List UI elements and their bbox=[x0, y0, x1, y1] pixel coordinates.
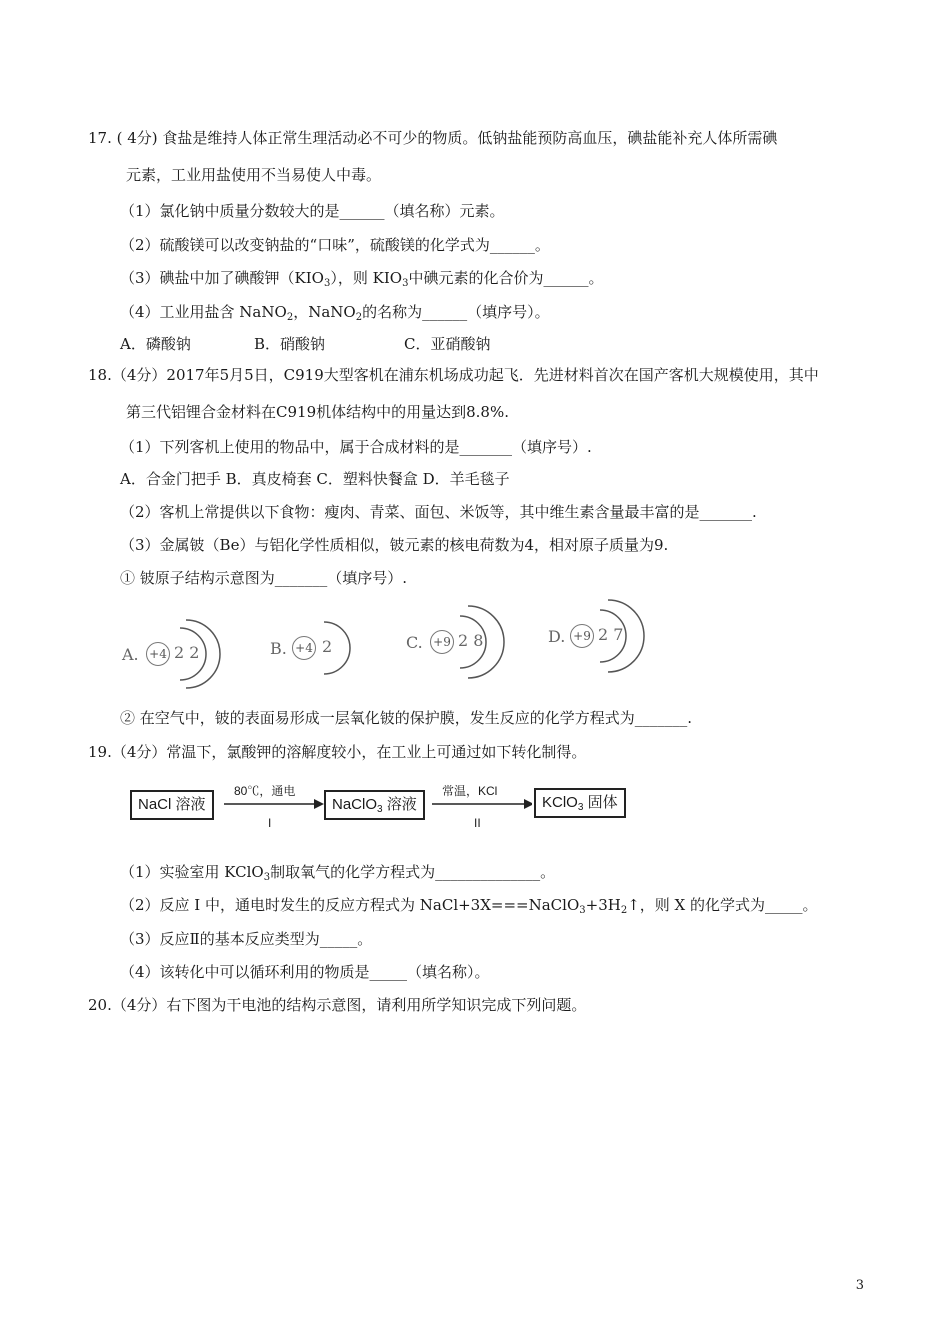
atom-diagram-c bbox=[404, 598, 564, 688]
q18-stem-line1: 18.（4分）2017年5月5日，C919大型客机在浦东机场成功起飞．先进材料首次在国产客机大规模使用，其中 bbox=[88, 366, 819, 384]
q19-sub4: （4）该转化中可以循环利用的物质是_____（填名称）。 bbox=[120, 963, 490, 981]
atom-label: C. bbox=[406, 633, 423, 652]
nucleus: +9 bbox=[570, 624, 594, 648]
page-number: 3 bbox=[855, 1278, 864, 1293]
q17-sub1: （1）氯化钠中质量分数较大的是______（填名称）元素。 bbox=[120, 202, 505, 220]
q18-sub3-part2: ② 在空气中，铍的表面易形成一层氧化铍的保护膜，发生反应的化学方程式为_______. bbox=[120, 709, 693, 727]
q17-sub2: （2）硫酸镁可以改变钠盐的“口味”，硫酸镁的化学式为______。 bbox=[120, 236, 550, 254]
atom-label: D. bbox=[548, 627, 566, 646]
flow-box-nacl-solution: NaCl 溶液 bbox=[130, 790, 214, 820]
nucleus: +4 bbox=[146, 642, 170, 666]
q19-stem: 19.（4分）常温下，氯酸钾的溶解度较小，在工业上可通过如下转化制得。 bbox=[88, 743, 587, 761]
q17-option-b: B．硝酸钠 bbox=[254, 335, 326, 353]
electron-shell-arcs bbox=[120, 600, 280, 690]
atom-label: A. bbox=[122, 645, 139, 664]
nucleus: +4 bbox=[292, 636, 316, 660]
electron-shell-arcs bbox=[404, 598, 564, 688]
q18-sub1-options: A．合金门把手 B．真皮椅套 C．塑料快餐盒 D．羊毛毯子 bbox=[120, 470, 510, 488]
shell-electrons: 2 7 bbox=[598, 625, 624, 644]
q18-sub1: （1）下列客机上使用的物品中，属于合成材料的是_______（填序号）. bbox=[120, 438, 592, 456]
flow-step1-label: I bbox=[268, 816, 272, 830]
flow-step2-label: II bbox=[474, 816, 481, 830]
q19-sub3: （3）反应Ⅱ的基本反应类型为_____。 bbox=[120, 930, 373, 948]
q17-option-a: A．磷酸钠 bbox=[120, 335, 191, 353]
arrow-right-icon bbox=[224, 794, 324, 814]
shell-electrons: 2 2 bbox=[174, 643, 200, 662]
q18-sub2: （2）客机上常提供以下食物：瘦肉、青菜、面包、米饭等，其中维生素含量最丰富的是_______. bbox=[120, 503, 757, 521]
flow-box-naclo3-solution: NaClO$_3$ 溶液 bbox=[324, 790, 425, 820]
q17-sub3: （3）碘盐中加了碘酸钾$(KIO_3)$，则 $KIO_3$中碘元素的化合价为______。 bbox=[120, 269, 604, 289]
q18-stem-line2: 第三代铝锂合金材料在C919机体结构中的用量达到8.8%. bbox=[126, 403, 509, 421]
q19-sub2: （2）反应 I 中，通电时发生的反应方程式为 $NaCl+3X===NaClO_3+3H_2↑$，则 X 的化学式为_____。 bbox=[120, 896, 818, 916]
nucleus: +9 bbox=[430, 630, 454, 654]
q17-sub4: （4）工业用盐含 NaNO$_2$，NaNO$_2$的名称为______（填序号）。 bbox=[120, 303, 550, 323]
q18-sub3: （3）金属铍（Be）与铝化学性质相似，铍元素的核电荷数为4，相对原子质量为9. bbox=[120, 536, 669, 554]
q17-stem-line1: 17. ( 4分) 食盐是维持人体正常生理活动必不可少的物质。低钠盐能预防高血压，碘盐能补充人体所需碘 bbox=[88, 129, 778, 147]
atom-label: B. bbox=[270, 639, 287, 658]
q19-sub1: （1）实验室用 KClO$_3$制取氧气的化学方程式为______________。 bbox=[120, 863, 556, 883]
atom-diagram-a bbox=[120, 600, 280, 690]
shell-electrons: 2 8 bbox=[458, 631, 484, 650]
flow-step2-condition: 常温，KCl bbox=[442, 784, 498, 798]
arrow-right-icon bbox=[432, 794, 532, 814]
q17-stem-line2: 元素，工业用盐使用不当易使人中毒。 bbox=[126, 166, 382, 184]
shell-electrons: 2 bbox=[322, 637, 333, 656]
flow-step1-condition: 80℃，通电 bbox=[234, 784, 296, 798]
conversion-flow-diagram bbox=[128, 778, 648, 834]
q18-sub3-part1: ① 铍原子结构示意图为_______（填序号）. bbox=[120, 569, 408, 587]
atom-diagram-d bbox=[546, 594, 706, 684]
q17-option-c: C．亚硝酸钠 bbox=[404, 335, 491, 353]
q20-stem: 20.（4分）右下图为干电池的结构示意图，请利用所学知识完成下列问题。 bbox=[88, 996, 587, 1014]
flow-box-kclo3-solid: KClO$_3$ 固体 bbox=[534, 788, 626, 818]
